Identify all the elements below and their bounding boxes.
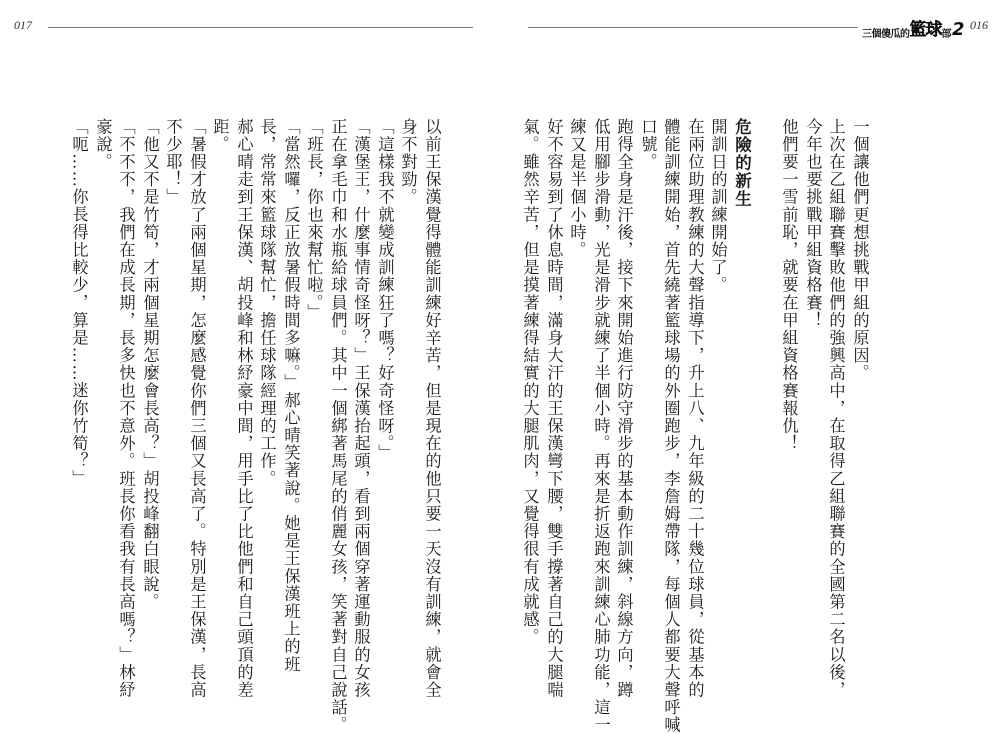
text-column: 「當然囉，反正放暑假時間多嘛。」郝心晴笑著說。她是王保漢班上的班 — [281, 118, 301, 674]
page-number-left: 017 — [14, 18, 32, 32]
text-column: 跑得全身是汗後，接下來開始進行防守滑步的基本動作訓練，斜線方向，蹲 — [614, 118, 634, 699]
text-column: 以前王保漢覺得體能訓練好辛苦，但是現在的他只要一天沒有訓練，就會全 — [422, 118, 442, 699]
book-title-big: 籃球 — [909, 20, 942, 40]
text-column: 他們要一雪前恥，就要在甲組資格賽報仇！ — [779, 118, 799, 453]
text-column: 「班長，你也來幫忙啦。」 — [304, 118, 324, 322]
book-title-suffix: 部 — [941, 29, 951, 40]
text-column: 「不不不，我們在成長期，長多快也不意外。班長你看我有長高嗎？」林紓 — [116, 118, 136, 699]
book-title-small: 三個傻瓜的 — [862, 29, 910, 40]
text-column: 「他又不是竹筍，才兩個星期怎麼會長高？」胡投峰翻白眼說。 — [140, 118, 160, 611]
text-column: 長，常常來籃球隊幫忙，擔任球隊經理的工作。 — [257, 118, 277, 488]
book-title — [862, 10, 965, 40]
text-column: 開訓日的訓練開始了。 — [708, 118, 728, 294]
text-column: 身不對勁。 — [398, 118, 418, 206]
text-column: 距。 — [210, 118, 230, 154]
text-column: 正在拿毛巾和水瓶給球員們。其中一個綁著馬尾的俏麗女孩，笑著對自己說話。 — [328, 118, 348, 734]
text-column: 氣。雖然辛苦，但是摸著練得結實的大腿肌肉，又覺得很有成就感。 — [520, 118, 540, 646]
text-column: 體能訓練開始，首先繞著籃球場的外圈跑步，李詹姆帶隊，每個人都要大聲呼喊 — [661, 118, 681, 734]
page-number-right: 016 — [970, 18, 988, 32]
text-column: 好不容易到了休息時間，滿身大汗的王保漢彎下腰，雙手撐著自己的大腿喘 — [544, 118, 564, 699]
text-column: 今年也要挑戰甲組資格賽！ — [803, 118, 823, 330]
text-column: 在兩位助理教練的大聲指導下，升上八、九年級的二十幾位球員，從基本的 — [685, 118, 705, 699]
text-column: 低用腳步滑動，光是滑步就練了半個小時。再來是折返跑來訓練心肺功能，這一 — [591, 118, 611, 734]
text-column: 上次在乙組聯賽擊敗他們的強興高中，在取得乙組聯賽的全國第二名以後， — [826, 118, 846, 699]
text-column: 一個讓他們更想挑戰甲組的原因。 — [850, 118, 870, 382]
text-column: 口號。 — [638, 118, 658, 171]
text-column: 不少耶！」 — [163, 118, 183, 206]
text-column: 「呃……你長得比較少，算是……迷你竹筍？」 — [69, 118, 89, 488]
header-rule-right — [528, 27, 858, 28]
book-title-volume: 2 — [952, 19, 965, 40]
section-heading: 危險的新生 — [732, 118, 752, 208]
text-column: 豪說。 — [93, 118, 113, 171]
text-column: 「這樣我不就變成訓練狂了嗎？好奇怪呀。」 — [375, 118, 395, 462]
text-column: 郝心晴走到王保漢、胡投峰和林紓豪中間，用手比了比他們和自己頭頂的差 — [234, 118, 254, 699]
text-column: 練又是半個小時。 — [567, 118, 587, 259]
text-column: 「暑假才放了兩個星期，怎麼感覺你們三個又長高了。特別是王保漢，長高 — [187, 118, 207, 699]
text-column: 「漢堡王，什麼事情奇怪呀？」王保漢抬起頭，看到兩個穿著運動服的女孩 — [351, 118, 371, 699]
header-rule-left — [48, 27, 473, 28]
